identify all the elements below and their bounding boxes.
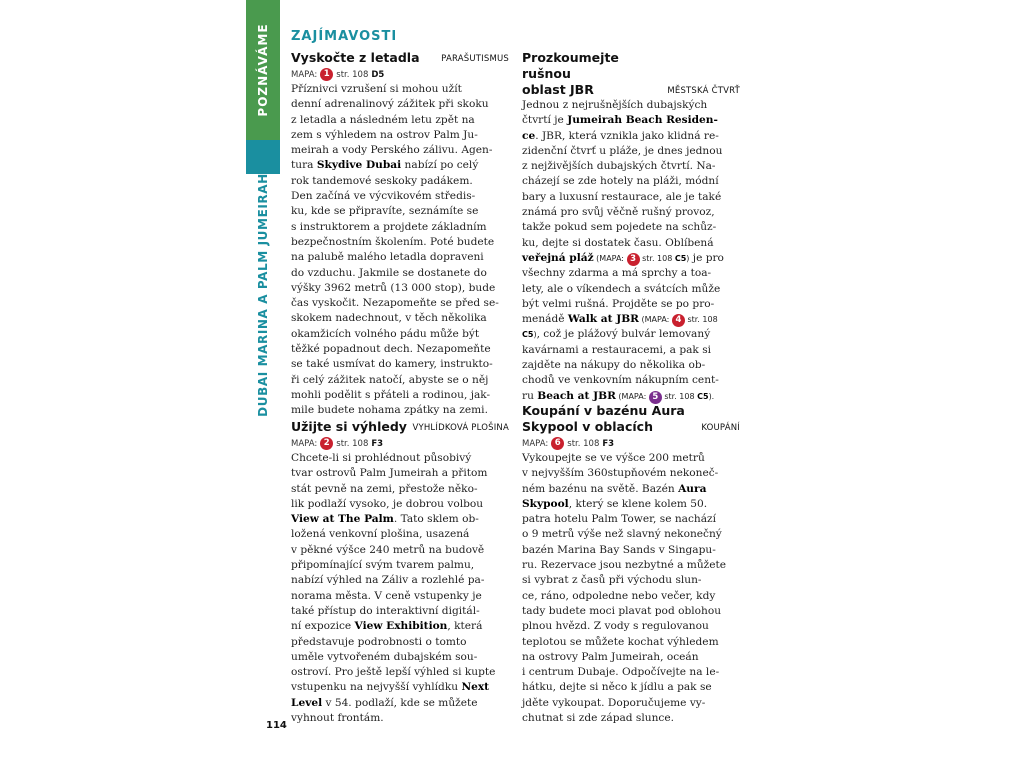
- entry-title: Prozkoumejte rušnou oblast JBR: [522, 50, 619, 97]
- inline-map-ref: [616, 392, 714, 401]
- map-grid-code: C5: [522, 330, 534, 340]
- chapter-label: POZNÁVÁME: [256, 23, 270, 117]
- venue-name: Aura Skypool: [522, 482, 707, 510]
- section-title: ZAJÍMAVOSTI: [291, 29, 398, 44]
- chapter-tab-accent: [246, 140, 280, 174]
- map-grid-code: F3: [371, 438, 384, 449]
- body-text: Jednou z nejrušnějších dubajských čtvrtí je: [522, 99, 708, 127]
- map-reference: [522, 437, 740, 450]
- entry-category: PARAŠUTISMUS: [441, 54, 509, 64]
- entry-body: [291, 451, 509, 726]
- body-text: . JBR, která vznikla jako klidná re- zidenční čtvrť u pláže, je dnes jednou z nejživějších dubajských čtvrtí. Na- cházejí se zde hotely na pláži, módní bary a luxusní restaurace, ale je také známá pro svůj věčně rušný provoz, takže pokud sem pojedete na schůz- ku, dejte si dostatek času. Oblíbená: [522, 129, 723, 249]
- body-text: nabízí po celý rok tandemové seskoky padákem. Den začíná ve výcvikovém středis- ku, kde se připravíte, seznámíte se s instruktorem a projdete základním bezpečnostním školením. Poté budete na palubě malého letadla dopraveni do vzduchu. Jakmile se dostanete do výšky 3962 metrů (13 000 stop), bude čas vyskočit. Nezapomeňte se před se- skokem nadechnout, v těch několika okamžicích volného pádu může být těžké popadnout dech. Nezapomeňte se také usmívat do kamery, instrukto- ři celý zážitek natočí, abyste se o něj mohli podělit s přáteli a rodinou, jak- mile budete nohama zpátky na zemi.: [291, 159, 499, 417]
- map-number-badge: 3: [627, 253, 640, 266]
- map-close: ): [533, 330, 537, 340]
- map-page: str. 108: [336, 438, 369, 449]
- map-close: ).: [708, 391, 715, 401]
- area-tab: [246, 173, 280, 417]
- area-label: DUBAI MARINA A PALM JUMEIRAH: [256, 173, 270, 417]
- entry-skydive: [291, 50, 509, 419]
- map-reference: [291, 68, 509, 81]
- map-label: (MAPA:: [638, 315, 672, 325]
- map-close: ): [686, 253, 690, 263]
- map-grid-code: C5: [697, 391, 709, 401]
- inline-map-ref: [594, 254, 690, 263]
- map-label: (MAPA:: [593, 253, 627, 263]
- map-reference: [291, 437, 509, 450]
- entry-views: [291, 419, 509, 726]
- map-number-badge: 4: [672, 314, 685, 327]
- map-number-badge: 5: [649, 391, 662, 404]
- entry-category: VYHLÍDKOVÁ PLOŠINA: [412, 423, 509, 433]
- entry-jbr: [522, 50, 740, 404]
- entry-body: [522, 451, 740, 726]
- map-page: str. 108: [687, 315, 718, 325]
- map-page: str. 108: [661, 391, 698, 401]
- chapter-tab: [246, 0, 280, 140]
- page-number: 114: [266, 720, 287, 731]
- venue-name: View Exhibition: [354, 620, 448, 633]
- body-text: . Tato sklem ob- ložená venkovní plošina, usazená v pěkné výšce 240 metrů na budově připomínající svým tvarem palmu, nabízí výhled na Záliv a rozlehlé pa- norama města. V ceně vstupenky je také přístup do interaktivní digitál- ní expozice: [291, 513, 485, 633]
- body-text: je pro všechny zdarma a má sprchy a toa- lety, ale o víkendech a svátcích může být velmi rušná. Projděte se po pro- menádě: [522, 251, 724, 326]
- map-page: str. 108: [336, 69, 369, 80]
- body-text: , která představuje podrobnosti o tomto uměle vytvořeném dubajském sou- ostroví. Pro ještě lepší výhled si kupte vstupenku na nejvyšší vyhlídku: [291, 620, 496, 694]
- venue-name: Walk at JBR: [567, 313, 639, 326]
- entry-title: Koupání v bazénu Aura Skypool v oblacích: [522, 403, 685, 434]
- map-grid-code: F3: [602, 438, 615, 449]
- entry-category: KOUPÁNÍ: [701, 423, 740, 433]
- body-text: Chcete-li si prohlédnout působivý tvar ostrovů Palm Jumeirah a přitom stát pevně na zemi, přestože něko- lik podlaží vysoko, je dobrou volbou: [291, 452, 488, 510]
- map-grid-code: D5: [371, 69, 385, 80]
- body-text: v 54. podlaží, kde se můžete vyhnout frontám.: [291, 696, 478, 725]
- venue-name: View at The Palm: [291, 513, 394, 526]
- entry-category: MĚSTSKÁ ČTVRŤ: [667, 86, 740, 96]
- body-text: Vykoupejte se ve výšce 200 metrů v nejvyšším 360stupňovém nekoneč- ném bazénu na světě. Bazén: [522, 452, 719, 495]
- entry-body: [291, 82, 509, 419]
- map-label: MAPA:: [291, 438, 318, 449]
- entry-title: Vyskočte z letadla: [291, 50, 420, 65]
- map-label: MAPA:: [522, 438, 549, 449]
- venue-name: Next Level: [291, 681, 490, 709]
- venue-name: Skydive Dubai: [316, 159, 402, 172]
- entry-title: Užijte si výhledy: [291, 419, 407, 434]
- map-number-badge: 2: [320, 437, 333, 450]
- entry-aura-skypool: [522, 403, 740, 726]
- venue-name: Beach at JBR: [537, 389, 616, 402]
- map-label: (MAPA:: [615, 391, 649, 401]
- body-text: Příznivci vzrušení si mohou užít denní adrenalinový zážitek při skoku z letadla a následném letu zpět na zem s výhledem na ostrov Palm Ju- meirah a vody Perského zálivu. Agen- tura: [291, 83, 493, 172]
- venue-name: veřejná pláž: [522, 251, 594, 264]
- map-page: str. 108: [567, 438, 600, 449]
- map-label: MAPA:: [291, 69, 318, 80]
- entry-body: [522, 98, 740, 404]
- map-grid-code: C5: [674, 253, 687, 263]
- venue-name: Jumeirah Beach Residen- ce: [522, 114, 718, 142]
- map-page: str. 108: [639, 253, 675, 263]
- body-text: , který se klene kolem 50. patra hotelu Palm Tower, se nachází o 9 metrů výše než slavný nekonečný bazén Marina Bay Sands v Singapu- ru. Rezervace jsou nezbytné a můžete si vybrat z časů při východu slun- ce, ráno, odpoledne nebo večer, kdy tady budete moci plavat pod oblohou plnou hvězd. Z vody s regulovanou teplotou se můžete kochat výhledem na ostrovy Palm Jumeirah, oceán i centrum Dubaje. Odpočívejte na le- hátku, dejte si něco k jídlu a pak se jděte vykoupat. Doporučujeme vy- chutnat si zde západ slunce.: [522, 497, 727, 725]
- map-number-badge: 6: [551, 437, 564, 450]
- body-text: , což je plážový bulvár lemovaný kavárnami a restauracemi, a pak si zajděte na nákupy do několika ob- chodů ve venkovním nákupním cent- ru: [522, 328, 719, 402]
- map-number-badge: 1: [320, 68, 333, 81]
